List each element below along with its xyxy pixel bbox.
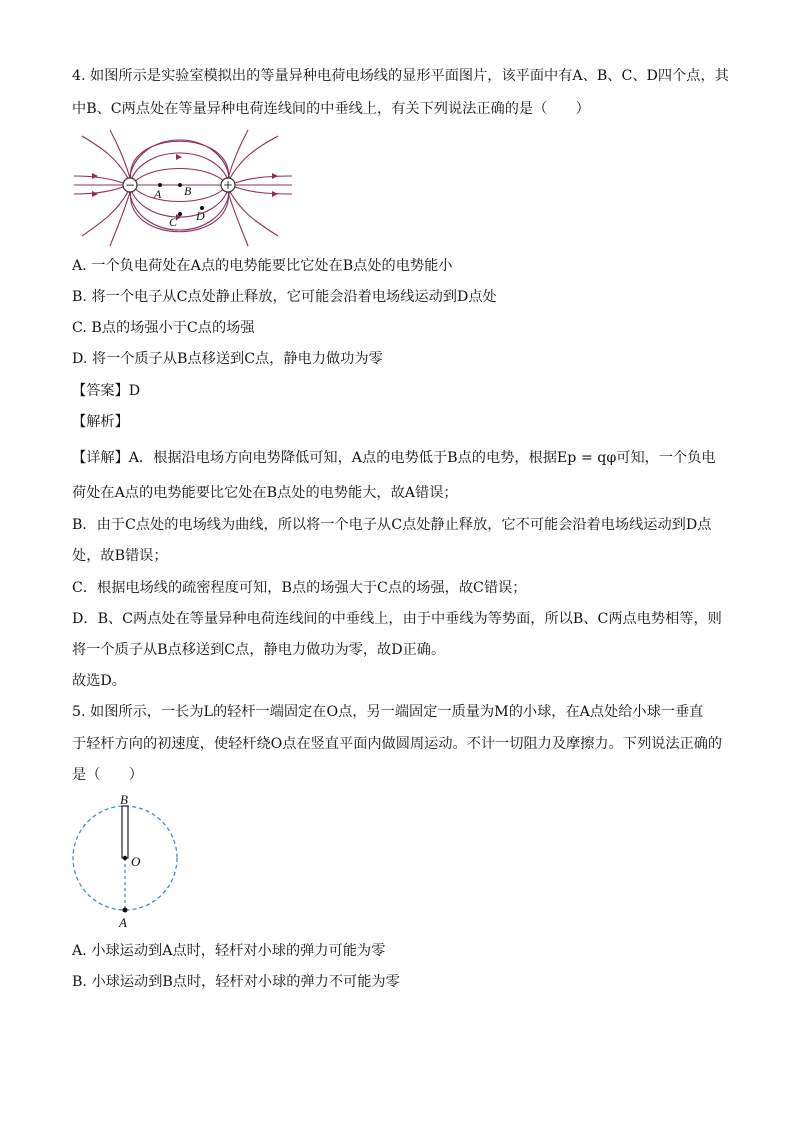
- positive-sign: +: [222, 178, 234, 192]
- q4-detail-line-3: B．由于C点处的电场线为曲线，所以将一个电子从C点处静止释放，它不可能会沿着电场线运动到D点: [72, 517, 712, 533]
- negative-sign: −: [124, 178, 136, 192]
- q5-rod-circle-figure: [68, 790, 184, 932]
- q4-option-d: D. 将一个质子从B点移送到C点，静电力做功为零: [72, 351, 383, 367]
- q4-detail-line-1: 【详解】A．根据沿电场方向电势降低可知，A点的电势低于B点的电势，根据Ep = qφ可知，一个负电: [72, 450, 716, 466]
- q5-option-a: A. 小球运动到A点时，轻杆对小球的弹力可能为零: [72, 943, 386, 959]
- label-d: D: [196, 209, 205, 223]
- q4-stem-line-1: 4. 如图所示是实验室模拟出的等量异种电荷电场线的显形平面图片，该平面中有A、B、C、D四个点，其: [72, 68, 729, 84]
- q4-detail-line-8: 故选D。: [72, 673, 126, 689]
- label-b: B: [120, 792, 128, 807]
- q4-detail-line-2: 荷处在A点的电势能要比它处在B点处的电势能大，故A错误；: [72, 485, 458, 501]
- q4-option-b: B. 将一个电子从C点处静止释放，它可能会沿着电场线运动到D点处: [72, 289, 497, 305]
- q4-electric-field-figure: [72, 128, 294, 248]
- label-a: A: [119, 915, 127, 930]
- q4-option-c: C. B点的场强小于C点的场强: [72, 320, 255, 336]
- q4-analysis-heading: 【解析】: [72, 414, 129, 430]
- q5-stem-line-3: 是（ ）: [72, 767, 143, 783]
- q4-detail-line-7: 将一个质子从B点移送到C点，静电力做功为零，故D正确。: [72, 642, 446, 658]
- q5-stem-line-1: 5. 如图所示，一长为L的轻杆一端固定在O点，另一端固定一质量为M的小球，在A点处给小球一垂直: [72, 704, 704, 720]
- q5-option-b: B. 小球运动到B点时，轻杆对小球的弹力不可能为零: [72, 974, 400, 990]
- point-o-dot: [123, 856, 127, 860]
- label-o: O: [131, 854, 141, 869]
- light-rod: [122, 806, 128, 858]
- q4-detail-line-5: C．根据电场线的疏密程度可知，B点的场强大于C点的场强，故C错误；: [72, 580, 527, 596]
- field-lines-diagram: [72, 128, 294, 248]
- label-b: B: [184, 184, 192, 198]
- q5-stem-line-2: 于轻杆方向的初速度，使轻杆绕O点在竖直平面内做圆周运动。不计一切阻力及摩擦力。下列说法正确的: [72, 736, 723, 752]
- q4-answer: 【答案】D: [72, 383, 141, 399]
- q4-detail-line-4: 处，故B错误；: [72, 548, 168, 564]
- q4-option-a: A. 一个负电荷处在A点的电势能要比它处在B点处的电势能小: [72, 258, 453, 274]
- q4-stem-line-2: 中B、C两点处在等量异种电荷连线间的中垂线上，有关下列说法正确的是（ ）: [72, 101, 590, 117]
- point-c-dot: [178, 212, 182, 216]
- rod-circle-diagram: [68, 790, 184, 932]
- point-b-dot: [178, 183, 182, 187]
- q4-detail-line-6: D．B、C两点处在等量异种电荷连线间的中垂线上，由于中垂线为等势面，所以B、C两点电势相等，则: [72, 611, 722, 627]
- point-a-dot: [123, 908, 128, 913]
- label-a: A: [154, 187, 162, 201]
- label-c: C: [169, 215, 178, 229]
